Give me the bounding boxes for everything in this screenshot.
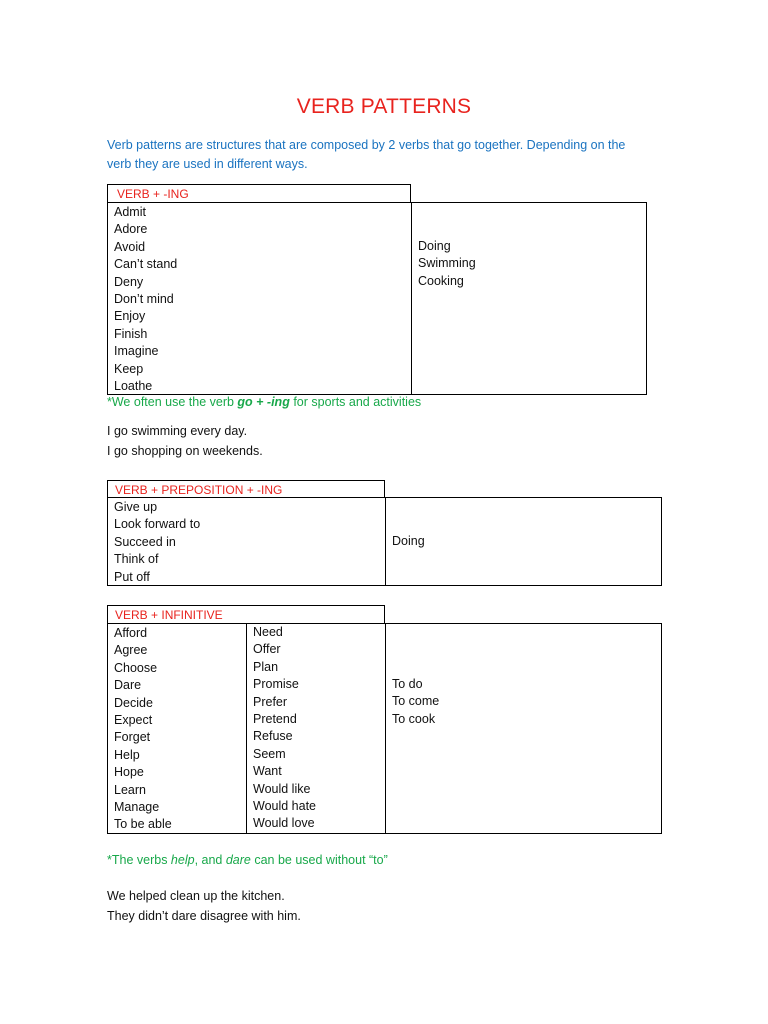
verb-prep-ing-list [114,499,200,585]
section-header-verb-ing: VERB + -ING [107,184,411,203]
example-sentences-2 [107,887,301,926]
verb-item: Promise [253,677,299,692]
verb-item: Offer [253,642,281,657]
verb-item: Forget [114,730,151,745]
verb-item: Loathe [114,378,153,393]
verb-item: Deny [114,274,144,289]
example-item: To do [392,677,423,691]
verb-item: Keep [114,361,144,376]
verb-ing-examples [411,203,646,394]
example-sentence: I go shopping on weekends. [107,443,263,458]
verb-item: Hope [114,765,144,780]
verb-infinitive-list-1 [114,625,172,833]
verb-prep-ing-examples [385,498,661,585]
example-item: Doing [418,239,451,253]
intro-paragraph: Verb patterns are structures that are composed by 2 verbs that go together. Depending on the verb they are used in different ways. [107,138,626,171]
verb-item: Don’t mind [114,291,174,306]
verb-ing-list [114,204,177,394]
verb-item: Put off [114,569,150,584]
verb-item: Choose [114,660,158,675]
verb-item: Prefer [253,694,288,709]
go-ing-note [107,394,421,412]
verb-item: Enjoy [114,309,146,324]
verb-item: Need [253,625,283,639]
verb-item: Give up [114,500,158,514]
verb-item: Plan [253,659,279,674]
verb-item: Imagine [114,344,159,359]
verb-ing-table [107,202,647,395]
note-word-help: help [170,853,195,867]
verb-infinitive-list-2 [246,624,385,833]
section-header-verb-prep-ing: VERB + PREPOSITION + -ING [107,480,385,498]
section-header-verb-infinitive: VERB + INFINITIVE [107,605,385,624]
verb-item: Pretend [253,711,297,726]
verb-infinitive-examples [385,624,661,833]
example-sentence: They didn’t dare disagree with him. [107,908,301,923]
verb-item: Can’t stand [114,257,178,272]
verb-item: Agree [114,643,148,658]
verb-item: Would love [253,816,315,831]
verb-item: Want [253,764,282,779]
verb-item: Learn [114,782,146,797]
verb-item: Seem [253,746,286,761]
note-text: can be used without “to” [250,853,388,867]
verb-item: Finish [114,326,148,341]
verb-item: Look forward to [114,517,201,532]
example-item: To cook [392,711,436,726]
note-emphasis: go + -ing [237,395,290,409]
example-item: Cooking [418,273,464,288]
example-sentences-1 [107,422,263,461]
verb-item: Would hate [253,798,317,813]
verb-item: Expect [114,712,153,727]
verb-infinitive-table [107,623,662,834]
verb-item: Adore [114,222,148,237]
example-sentence: We helped clean up the kitchen. [107,889,285,903]
verb-item: Succeed in [114,534,176,549]
note-text: *The verbs [107,853,171,867]
verb-item: Decide [114,695,153,710]
verb-item: To be able [114,817,172,832]
example-item: Swimming [418,256,476,271]
infinitive-note [107,852,388,870]
note-word-dare: dare [225,853,251,867]
verb-item: Manage [114,799,160,814]
verb-item: Help [114,747,140,762]
verb-item: Think of [114,552,159,567]
note-text: , and [194,853,226,867]
note-text: *We often use the verb [107,395,238,409]
page-title: VERB PATTERNS [296,95,472,118]
example-sentence: I go swimming every day. [107,424,248,438]
verb-item: Afford [114,626,148,640]
note-text: for sports and activities [289,395,422,409]
example-item: To come [392,694,440,709]
verb-prep-ing-table [107,497,662,586]
example-item: Doing [392,534,425,548]
verb-item: Dare [114,678,142,693]
verb-item: Refuse [253,729,293,744]
verb-item: Avoid [114,239,146,254]
verb-item: Would like [253,781,311,796]
verb-item: Admit [114,205,146,219]
